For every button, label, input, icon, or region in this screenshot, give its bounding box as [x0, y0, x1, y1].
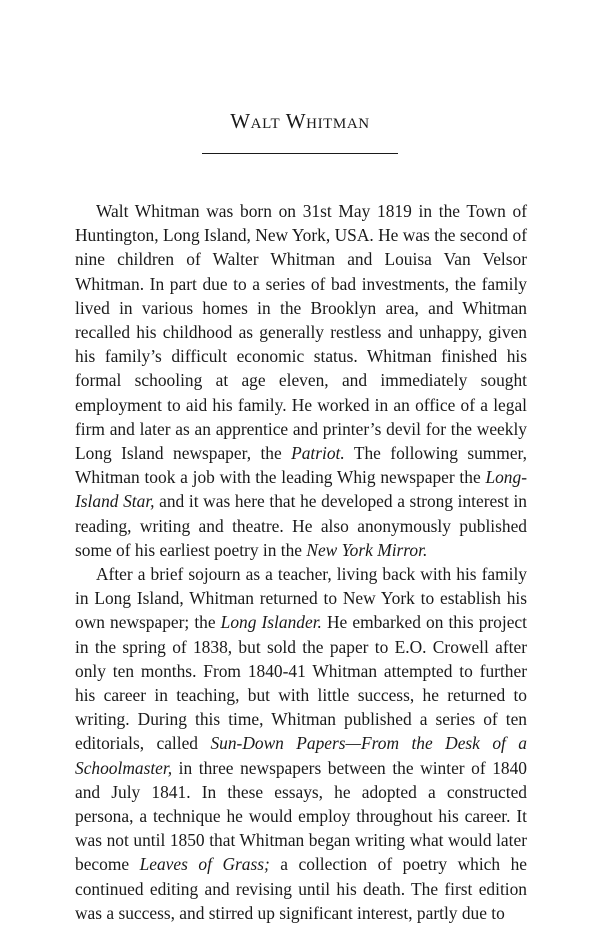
newspaper-title-patriot: Patriot. — [291, 443, 345, 464]
newspaper-title-long-island-star: Long-Island Star, — [75, 467, 527, 512]
paragraph-2-text: a collection of poetry which he continued editing and revising until his death. The first edition was a success, and stirred up significant interest, partly due to — [75, 854, 527, 923]
paragraph-1-text: The following summer, Whitman took a job with the leading Whig newspaper the — [75, 443, 527, 488]
title-rule — [202, 153, 398, 154]
chapter-title: Walt Whitman — [230, 109, 370, 133]
body-text — [75, 199, 527, 925]
paragraph-2-text: He embarked on this project in the spring of 1838, but sold the paper to E.O. Crowell after only ten months. From 1840-41 Whitman attempted to further his career in teaching, but with little success, he returned to writing. During this time, Whitman published a series of ten editorials, called — [75, 612, 527, 754]
editorial-series-title: Sun-Down Papers—From the Desk of a Schoolmaster, — [75, 733, 527, 778]
paragraph-2-text: in three newspapers between the winter of 1840 and July 1841. In these essays, he adopted a constructed persona, a technique he would employ throughout his career. It was not until 1850 that Whitman began writing what would later become — [75, 757, 527, 875]
paragraph-1-text: Walt Whitman was born on 31st May 1819 in the Town of Huntington, Long Island, New York, USA. He was the second of nine children of Walter Whitman and Louisa Van Velsor Whitman. In part due to a series of bad investments, the family lived in various homes in the Brooklyn area, and Whitman recalled his childhood as generally restless and unhappy, given his family’s difficult economic status. Whitman finished his formal schooling at age eleven, and immediately sought employment to aid his family. He worked in an office of a legal firm and later as an apprentice and printer’s devil for the weekly Long Island newspaper, the — [75, 201, 527, 464]
newspaper-title-new-york-mirror: New York Mirror. — [306, 539, 428, 560]
book-title-leaves-of-grass: Leaves of Grass; — [139, 854, 270, 875]
paragraph-1-text: and it was here that he developed a strong interest in reading, writing and theatre. He also anonymously published some of his earliest poetry in the — [75, 491, 527, 560]
paragraph-2-text: After a brief sojourn as a teacher, living back with his family in Long Island, Whitman returned to New York to establish his own newspaper; the — [75, 564, 527, 633]
newspaper-title-long-islander: Long Islander. — [220, 612, 322, 633]
paragraph-2 — [75, 562, 527, 925]
paragraph-1 — [75, 199, 527, 562]
